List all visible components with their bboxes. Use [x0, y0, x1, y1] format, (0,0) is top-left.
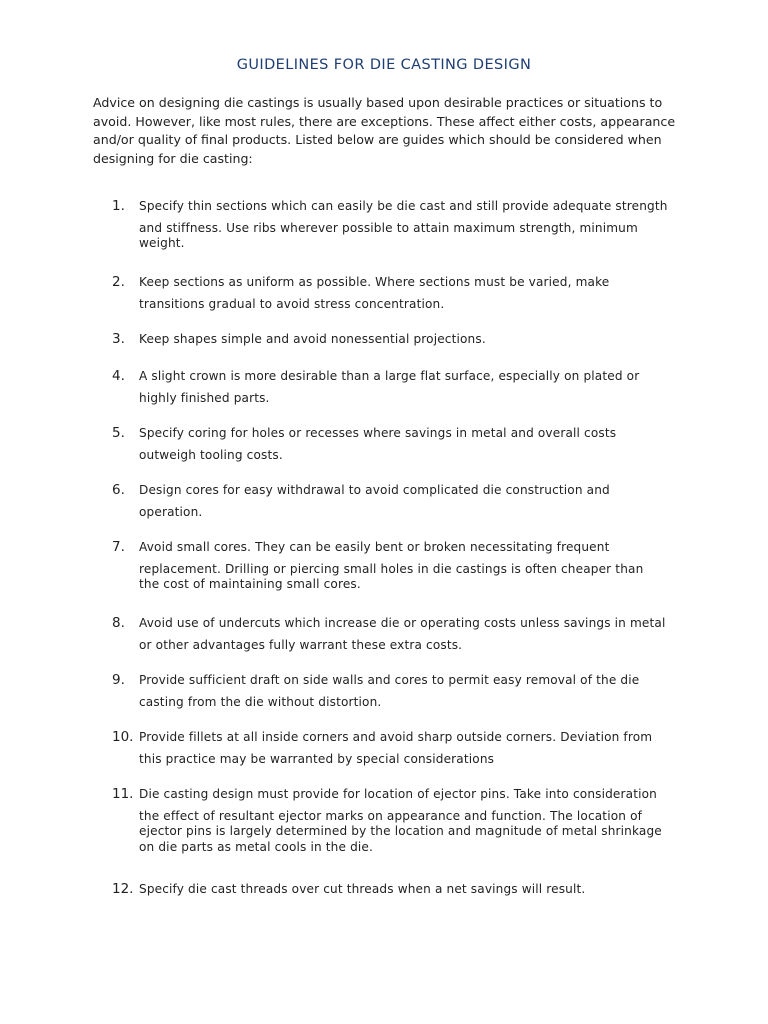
guideline-text	[139, 199, 699, 250]
guideline-line: operation.	[139, 504, 203, 519]
guideline-number: 9.	[112, 672, 125, 688]
guideline-text	[139, 426, 699, 462]
guideline-text	[139, 369, 699, 405]
guideline-line: Specify die cast threads over cut threads when a net savings will result.	[139, 882, 586, 896]
intro-paragraph: Advice on designing die castings is usually based upon desirable practices or situations to avoid. However, like most rules, there are exceptions. These affect either costs, appearance and/or quality of final products. Listed below are guides which should be considered when designing for die casting:	[93, 95, 676, 166]
guideline-text	[139, 673, 699, 709]
guideline-text	[139, 787, 699, 854]
guideline-number: 8.	[112, 615, 125, 631]
guideline-line: the effect of resultant ejector marks on appearance and function. The location of	[139, 808, 643, 823]
guideline-number: 11.	[112, 786, 134, 802]
guideline-line: ejector pins is largely determined by the location and magnitude of metal shrinkage	[139, 824, 662, 838]
guideline-line: Keep shapes simple and avoid nonessential projections.	[139, 332, 486, 346]
guideline-text	[139, 483, 699, 519]
guideline-number: 4.	[112, 368, 125, 384]
guideline-line: casting from the die without distortion.	[139, 694, 382, 709]
guideline-text	[139, 275, 699, 311]
guideline-line: or other advantages fully warrant these extra costs.	[139, 637, 463, 652]
guideline-text	[139, 730, 699, 766]
guideline-number: 6.	[112, 482, 125, 498]
guideline-line: the cost of maintaining small cores.	[139, 577, 361, 591]
guideline-line: Die casting design must provide for location of ejector pins. Take into consideration	[139, 787, 657, 801]
guideline-number: 12.	[112, 881, 134, 897]
guideline-number: 2.	[112, 274, 125, 290]
guideline-line: Design cores for easy withdrawal to avoid complicated die construction and	[139, 483, 610, 497]
guideline-text	[139, 882, 699, 896]
guideline-line: weight.	[139, 236, 185, 250]
guideline-number: 5.	[112, 425, 125, 441]
guideline-line: transitions gradual to avoid stress concentration.	[139, 296, 445, 311]
guideline-line: Specify thin sections which can easily be die cast and still provide adequate strength	[139, 199, 668, 213]
guideline-number: 1.	[112, 198, 125, 214]
guideline-text	[139, 540, 699, 591]
guideline-text	[139, 616, 699, 652]
guideline-line: Keep sections as uniform as possible. Where sections must be varied, make	[139, 275, 610, 289]
guideline-line: Specify coring for holes or recesses where savings in metal and overall costs	[139, 426, 617, 440]
guideline-line: and stiffness. Use ribs wherever possible to attain maximum strength, minimum	[139, 220, 638, 235]
guideline-line: replacement. Drilling or piercing small holes in die castings is often cheaper than	[139, 561, 644, 576]
guideline-line: on die parts as metal cools in the die.	[139, 839, 373, 854]
guideline-text	[139, 332, 699, 346]
guideline-line: this practice may be warranted by special considerations	[139, 751, 495, 766]
page-title: GUIDELINES FOR DIE CASTING DESIGN	[236, 57, 532, 73]
guideline-line: Avoid use of undercuts which increase die or operating costs unless savings in metal	[139, 616, 666, 630]
guideline-number: 3.	[112, 331, 125, 347]
guideline-number: 7.	[112, 539, 125, 555]
guideline-line: Avoid small cores. They can be easily bent or broken necessitating frequent	[139, 540, 610, 554]
guideline-number: 10.	[112, 729, 134, 745]
guideline-line: Provide sufficient draft on side walls and cores to permit easy removal of the die	[139, 673, 640, 687]
guideline-line: highly finished parts.	[139, 390, 270, 405]
guideline-line: Provide fillets at all inside corners and avoid sharp outside corners. Deviation from	[139, 730, 653, 744]
guideline-line: A slight crown is more desirable than a large flat surface, especially on plated or	[139, 369, 640, 383]
guideline-line: outweigh tooling costs.	[139, 447, 283, 462]
